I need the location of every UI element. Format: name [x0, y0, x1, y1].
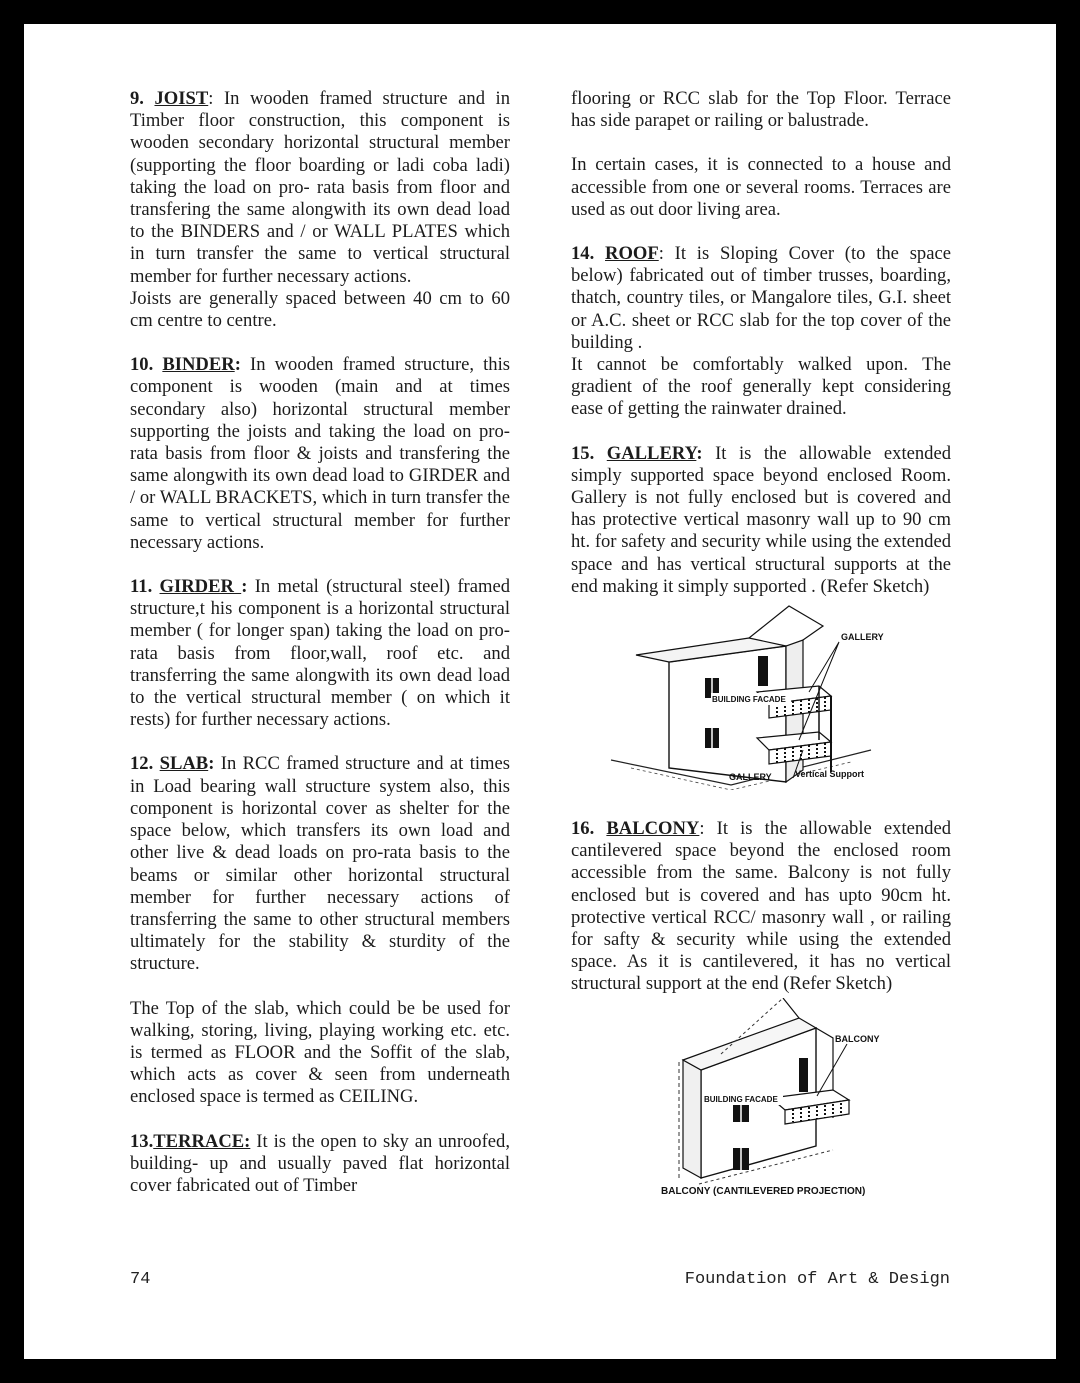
balcony-number: 16. [571, 818, 607, 840]
girder-number: 11. [130, 576, 160, 598]
gallery-separator: : [696, 442, 716, 464]
slab-term: SLAB [159, 753, 209, 775]
girder-paragraph [130, 576, 510, 731]
slab-text: In RCC framed structure and at times in Load bearing wall structure system also, this component is horizontal cover as shelter for the space below, which transfers its own load and other live & dead loads on pro-rata basis to the beams or similar other horizontal structural member for further necessary actions of transferring the same to other structural members ultimately for the stability & sturdity of the structure. [130, 753, 510, 975]
girder-term: GIRDER [159, 576, 242, 598]
roof-separator: : [658, 243, 675, 265]
binder-paragraph [130, 354, 510, 554]
roof-gradient-paragraph: It cannot be comfortably walked upon. The gradient of the roof generally kept considering ease of getting the rainwater drained. [571, 354, 951, 420]
terrace-paragraph [130, 1131, 510, 1198]
right-column [571, 88, 951, 1208]
gallery-sketch-door-upper [758, 656, 768, 686]
balcony-separator: : [699, 818, 717, 840]
binder-text: In wooden framed structure, this component is wooden (main and at times secondary also) horizontal structural member supporting the joists and taking the load on pro-rata basis from floor & joists and transfering the same alongwith its own dead load to GIRDER and / or WALL BRACKETS, which in turn transfer the same to vertical structural member for further necessary actions. [130, 354, 511, 553]
joist-text: In wooden framed structure and in Timber floor construction, this component is wooden secondary horizontal structural member (supporting the floor boarding or ladi coba ladi) taking the load on pro- rata basis from floor and transfering the same alongwith its own dead load to the BINDERS and / or WALL PLATES which in turn transfer the same to vertical structural member for further necessary actions. [130, 88, 510, 287]
balcony-sketch-label-balcony: BALCONY [835, 1033, 880, 1044]
terrace-continued-paragraph: flooring or RCC slab for the Top Floor. Terrace has side parapet or railing or balustrade. [571, 88, 951, 132]
roof-number: 14. [571, 243, 606, 265]
joist-term: JOIST [154, 88, 209, 109]
terrace-number: 13. [130, 1130, 154, 1152]
balcony-sketch-leader [817, 1044, 847, 1096]
slab-floor-ceiling-paragraph: The Top of the slab, which could be be used for walking, storing, living, playing working etc. etc. is termed as FLOOR and the Soffit of the slab, which acts as cover & seen from underneath enclosed space is termed as CEILING. [130, 997, 510, 1108]
slab-separator: : [208, 753, 221, 775]
girder-separator: : [241, 576, 255, 598]
gallery-sketch [571, 600, 951, 790]
roof-text: It is Sloping Cover (to the space below) fabricated out of timber trusses, boarding, thatch, country tiles, or Mangalore tiles, G.I. sheet or A.C. sheet or RCC slab for the top cover of the building . [571, 243, 951, 353]
roof-paragraph [571, 243, 951, 354]
gallery-term: GALLERY [606, 442, 697, 464]
binder-separator: : [234, 354, 250, 376]
joist-separator: : [208, 88, 224, 109]
gallery-sketch-label-gallery-top: GALLERY [841, 632, 884, 643]
slab-paragraph [130, 753, 510, 975]
joist-spacing-paragraph: Joists are generally spaced between 40 cm to 60 cm centre to centre. [130, 287, 510, 332]
left-column [130, 88, 510, 1197]
gallery-sketch-upper-wall [749, 606, 823, 640]
gallery-sketch-label-gallery-bottom: GALLERY [729, 772, 772, 783]
gallery-text: It is the allowable extended simply supported space beyond enclosed Room. Gallery is not fully enclosed but is covered and has protective vertical masonry wall up to 90 cm ht. for safety and security while using the extended space and has vertical structural supports at the end making it simply supported . (Refer Sketch) [571, 442, 952, 597]
balcony-text: It is the allowable extended cantilevered space beyond the enclosed room accessible from the same. Balcony is not fully enclosed but is covered and has upto 90cm ht. protective vertical RCC/ masonry wall , or railing for safty & security while using the extended space. As it is cantilevered, it has no vertical structural support at the end (Refer Sketch) [571, 818, 952, 995]
balcony-term: BALCONY [606, 818, 700, 840]
balcony-sketch [571, 998, 951, 1208]
balcony-sketch-door [799, 1058, 808, 1092]
binder-term: BINDER [162, 354, 235, 376]
girder-text: In metal (structural steel) framed structure,t his component is a horizontal structural member ( for longer span) taking the load on pro-rata basis from floor,wall, roof etc. and transferring the same alongwith its own dead load to the vertical structural member ( on which it rests) for further necessary actions. [130, 576, 510, 731]
balcony-sketch-side-wall [683, 1060, 701, 1178]
terrace-usage-paragraph: In certain cases, it is connected to a house and accessible from one or several rooms. Terraces are used as out door living area. [571, 154, 951, 220]
terrace-term: TERRACE: [153, 1130, 251, 1152]
balcony-sketch-label-facade: BUILDING FACADE [704, 1094, 778, 1104]
binder-number: 10. [130, 354, 163, 376]
book-title: Foundation of Art & Design [684, 1270, 950, 1289]
document-page [24, 24, 1056, 1359]
balcony-paragraph [571, 818, 951, 996]
balcony-sketch-caption: BALCONY (CANTILEVERED PROJECTION) [661, 1185, 866, 1197]
slab-number: 12. [130, 753, 160, 775]
terrace-text: It is the open to sky an unroofed, building- up and usually paved flat horizontal cover fabricated out of Timber [130, 1130, 510, 1196]
gallery-sketch-label-support: Vertical Support [795, 769, 865, 780]
joist-number: 9. [130, 88, 155, 109]
gallery-paragraph [571, 443, 951, 598]
roof-term: ROOF [605, 243, 659, 265]
gallery-sketch-label-facade: BUILDING FACADE [712, 695, 786, 705]
page-number: 74 [130, 1270, 151, 1289]
joist-paragraph [130, 88, 510, 288]
gallery-number: 15. [571, 442, 607, 464]
